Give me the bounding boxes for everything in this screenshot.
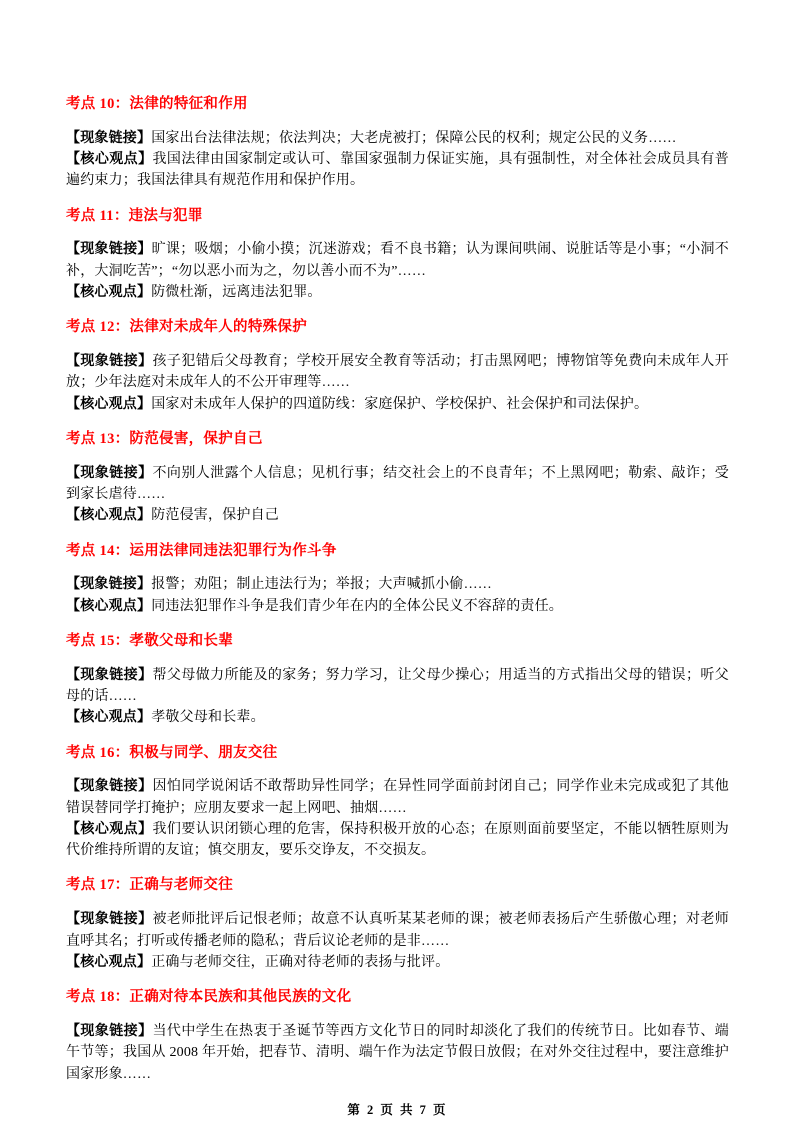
exam-point-heading: 考点 18：正确对待本民族和其他民族的文化	[66, 989, 352, 1006]
exam-point-heading: 考点 16：积极与同学、朋友交往	[66, 744, 278, 761]
block-label: 【现象链接】	[66, 242, 152, 258]
exam-point-section	[66, 95, 729, 192]
exam-point-heading: 考点 15：孝敬父母和长辈	[66, 632, 234, 649]
exam-point-heading: 考点 12：法律对未成年人的特殊保护	[66, 319, 308, 336]
block-text: 正确与老师交往，正确对待老师的表扬与批评。	[151, 954, 450, 970]
exam-point-blocks	[66, 239, 729, 303]
exam-point-section	[66, 988, 729, 1085]
content-paragraph	[66, 776, 729, 819]
block-text: 防范侵害，保护自己	[151, 508, 280, 524]
content-paragraph	[66, 463, 729, 506]
exam-point-section	[66, 632, 729, 729]
block-label: 【现象链接】	[66, 354, 153, 370]
content-paragraph	[66, 952, 729, 973]
content-paragraph	[66, 394, 729, 415]
content-paragraph	[66, 574, 729, 595]
document-content	[66, 95, 729, 1100]
exam-point-section	[66, 430, 729, 527]
block-label: 【现象链接】	[66, 577, 152, 593]
content-paragraph	[66, 282, 729, 303]
block-label: 【核心观点】	[66, 396, 152, 412]
block-label: 【核心观点】	[66, 598, 152, 614]
block-label: 【现象链接】	[66, 465, 153, 481]
block-text: 国家出台法律法规；依法判决；大老虎被打；保障公民的权利；规定公民的义务……	[151, 130, 677, 146]
block-text: 因怕同学说闲话不敢帮助异性同学；在异性同学面前封闭自己；同学作业未完成或犯了其他错误替同学打掩护；应朋友要求一起上网吧、抽烟……	[66, 779, 730, 816]
exam-point-blocks	[66, 1021, 729, 1085]
block-text: 孝敬父母和长辈。	[151, 710, 265, 726]
page-footer	[66, 1100, 729, 1130]
block-label: 【现象链接】	[66, 667, 153, 683]
content-paragraph	[66, 505, 729, 526]
exam-point-blocks	[66, 463, 729, 527]
block-label: 【核心观点】	[66, 508, 152, 524]
block-text: 旷课；吸烟；小偷小摸；沉迷游戏；看不良书籍；认为课间哄闹、说脏话等是小事；“小洞不补，大洞吃苦”；“勿以恶小而为之，勿以善小而不为”……	[66, 242, 729, 279]
content-paragraph	[66, 128, 729, 149]
block-text: 防微杜渐，远离违法犯罪。	[151, 285, 322, 301]
content-paragraph	[66, 596, 729, 617]
block-label: 【现象链接】	[66, 779, 153, 795]
exam-point-blocks	[66, 574, 729, 617]
content-paragraph	[66, 351, 729, 394]
page-number-text: 第 2 页 共 7 页	[347, 1102, 448, 1117]
exam-point-blocks	[66, 909, 729, 973]
block-text: 孩子犯错后父母教育；学校开展安全教育等活动；打击黑网吧；博物馆等免费向未成年人开放；少年法庭对未成年人的不公开审理等……	[66, 354, 730, 391]
exam-point-blocks	[66, 128, 729, 192]
content-paragraph	[66, 1021, 729, 1085]
block-label: 【现象链接】	[66, 1023, 153, 1039]
content-paragraph	[66, 909, 729, 952]
block-text: 不向别人泄露个人信息；见机行事；结交社会上的不良青年；不上黑网吧；勒索、敲诈；受到家长虐待……	[66, 465, 730, 503]
exam-point-heading: 考点 10：法律的特征和作用	[66, 96, 248, 112]
block-text: 我国法律由国家制定或认可、靠国家强制力保证实施，具有强制性，对全体社会成员具有普遍约束力；我国法律具有规范作用和保护作用。	[66, 152, 730, 189]
block-label: 【现象链接】	[66, 912, 153, 928]
block-label: 【核心观点】	[66, 710, 152, 726]
block-text: 国家对未成年人保护的四道防线：家庭保护、学校保护、社会保护和司法保护。	[151, 396, 649, 412]
content-paragraph	[66, 149, 729, 192]
block-label: 【核心观点】	[66, 152, 153, 168]
block-text: 帮父母做力所能及的家务；努力学习，让父母少操心；用适当的方式指出父母的错误；听父母的话……	[66, 667, 730, 705]
exam-point-section	[66, 876, 729, 973]
block-label: 【现象链接】	[66, 130, 152, 146]
block-label: 【核心观点】	[66, 954, 152, 970]
block-text: 我们要认识闭锁心理的危害，保持积极开放的心态；在原则面前要坚定，不能以牺牲原则为代价维持所谓的友谊；慎交朋友，要乐交诤友，不交损友。	[66, 821, 730, 859]
block-label: 【核心观点】	[66, 821, 153, 837]
content-paragraph	[66, 239, 729, 282]
exam-point-blocks	[66, 776, 729, 861]
block-text: 同违法犯罪作斗争是我们青少年在内的全体公民义不容辞的责任。	[151, 598, 564, 614]
block-label: 【核心观点】	[66, 285, 152, 301]
exam-point-heading: 考点 14：运用法律同违法犯罪行为作斗争	[66, 542, 337, 559]
exam-point-section	[66, 744, 729, 862]
exam-point-heading: 考点 13：防范侵害，保护自己	[66, 430, 263, 447]
exam-point-heading: 考点 17：正确与老师交往	[66, 877, 234, 894]
exam-point-section	[66, 207, 729, 304]
content-paragraph	[66, 665, 729, 708]
block-text: 报警；劝阻；制止违法行为；举报；大声喊抓小偷……	[151, 577, 493, 593]
content-paragraph	[66, 819, 729, 862]
block-text: 当代中学生在热衷于圣诞节等西方文化节日的同时却淡化了我们的传统节日。比如春节、端午节等；我国从 2008 年开始，把春节、清明、端午作为法定节假日放假；在对外交往过程中，要注意维护国家形象……	[66, 1023, 730, 1082]
content-paragraph	[66, 707, 729, 728]
exam-point-section	[66, 542, 729, 617]
exam-point-blocks	[66, 351, 729, 415]
exam-point-heading: 考点 11：违法与犯罪	[66, 207, 203, 224]
block-text: 被老师批评后记恨老师；故意不认真听某某老师的课；被老师表扬后产生骄傲心理；对老师直呼其名；打听或传播老师的隐私；背后议论老师的是非……	[66, 912, 730, 949]
exam-point-blocks	[66, 665, 729, 729]
exam-point-section	[66, 318, 729, 415]
